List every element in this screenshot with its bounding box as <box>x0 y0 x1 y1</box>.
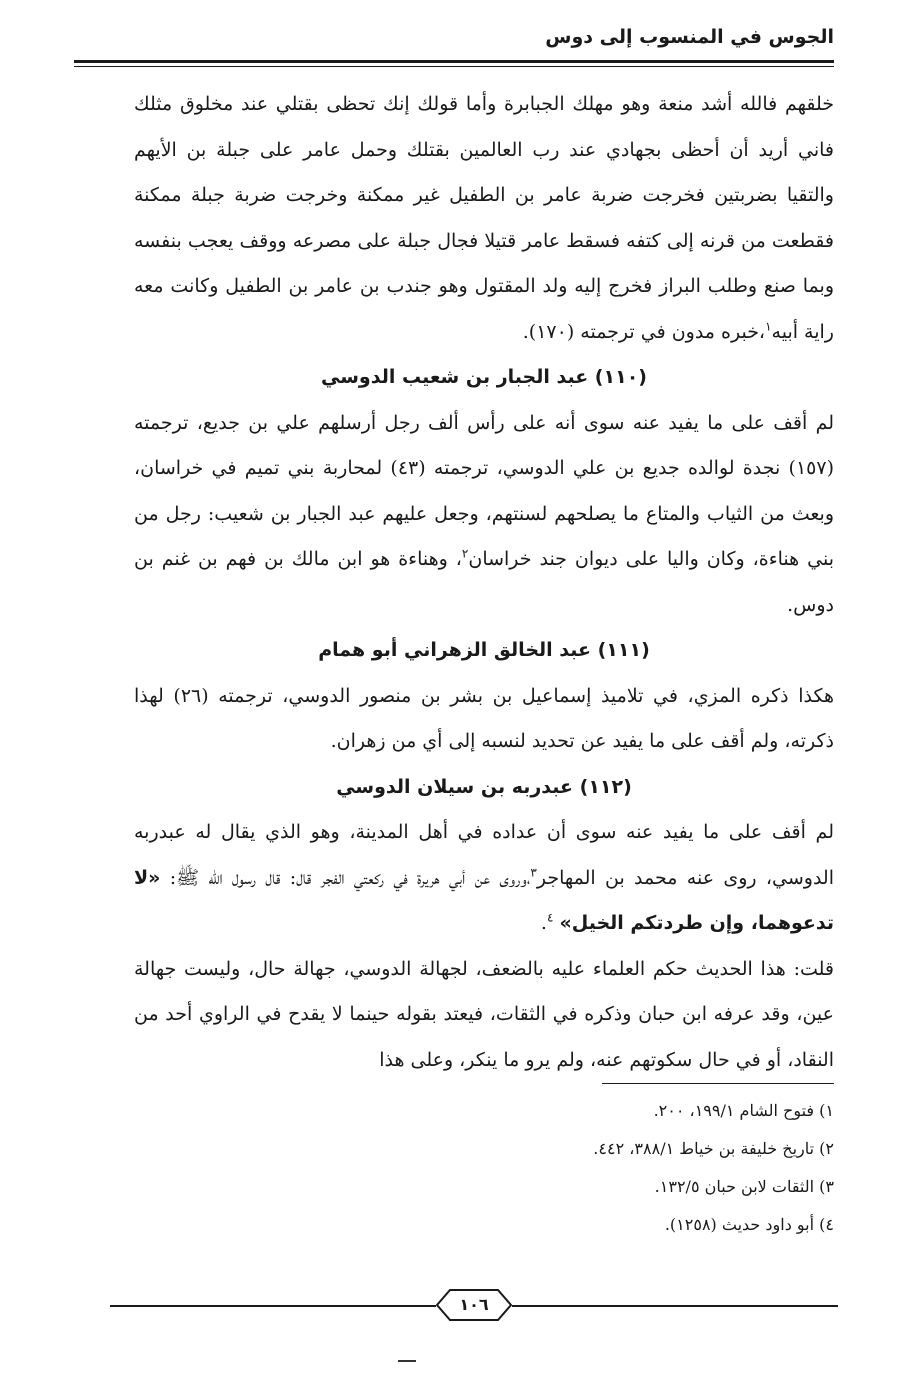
hadith-quote: «لا تدعوهما، وإن طردتكم الخيل» <box>134 866 834 934</box>
footnotes <box>134 1092 834 1244</box>
main-text <box>134 82 834 1083</box>
entry-112-text-mid: ،وروى عن أبي هريرة في ركعتي الفجر قال: قال رسول الله ﷺ: <box>160 866 531 889</box>
header-rule-thin <box>74 66 834 67</box>
footnote-separator <box>602 1083 834 1084</box>
entry-110-text-end: ، وهناءة هو ابن مالك بن فهم بن غنم بن دوس. <box>134 548 834 616</box>
page-number-badge <box>436 1289 512 1321</box>
footnote-ref-4: ٤ <box>546 910 554 925</box>
entry-heading-112: (١١٢) عبدربه بن سيلان الدوسي <box>336 775 632 798</box>
intro-paragraph <box>134 82 834 355</box>
footnote-ref-1: ١ <box>765 319 772 334</box>
header-rule <box>74 60 834 63</box>
entry-110-text: لم أقف على ما يفيد عنه سوى أنه على رأس ألف رجل أرسلهم علي بن جديع، ترجمته (١٥٧) نجدة لوالده جديع بن علي الدوسي، ترجمته (٤٣) لمحاربة بني تميم في خراسان، وبعث من الثياب والمتاع ما يصلحهم لسنتهم، وجعل عليهم عبد الجبار بن شعيب: رجل من بني هناءة، وكان واليا على ديوان جند خراسان <box>134 411 834 570</box>
bottom-mark <box>398 1360 416 1362</box>
footnote-1: ١) فتوح الشام ١٩٩/١، ٢٠٠. <box>653 1101 834 1120</box>
footnote-ref-3: ٣ <box>530 865 537 880</box>
page-number: ١٠٦ <box>459 1295 489 1314</box>
entry-heading-111: (١١١) عبد الخالق الزهراني أبو همام <box>318 639 650 661</box>
footer-rule-right <box>512 1305 838 1307</box>
footnote-2: ٢) تاريخ خليفة بن خياط ٣٨٨/١، ٤٤٢. <box>593 1139 834 1158</box>
comment-paragraph: قلت: هذا الحديث حكم العلماء عليه بالضعف، لجهالة الدوسي، جهالة حال، وليست جهالة عين، وقد عرفه ابن حبان وذكره في الثقات، فيعتد بقوله حينما لا يقدح في الراوي أحد من النقاد، أو في حال سكوتهم عنه، ولم يرو ما ينكر، وعلى هذا <box>134 957 834 1071</box>
footnote-3: ٣) الثقات لابن حبان ١٣٢/٥. <box>654 1177 834 1196</box>
entry-112-text: لم أقف على ما يفيد عنه سوى أن عداده في أهل المدينة، وهو الذي يقال له عبدربه الدوسي، روى عنه محمد بن المهاجر <box>134 821 835 889</box>
footnote-ref-2: ٢ <box>461 546 469 561</box>
intro-text: خلقهم فالله أشد منعة وهو مهلك الجبابرة وأما قولك إنك تحظى بقتلي عند مخلوق مثلك فاني أريد أن أحظى بجهادي عند رب العالمين بقتلك وحمل عامر على جبلة بن الأيهم والتقيا بضربتين فخرجت ضربة عامر بن الطفيل غير ممكنة وخرجت ضربة جبلة ممكنة فقطعت من قرنه إلى كتفه فسقط عامر قتيلا فجال جبلة على مصرعه ووقف يعجب بنفسه وبما صنع وطلب البراز فخرج إليه ولد المقتول وهو جندب بن عامر بن الطفيل وكانت معه راية أبيه <box>134 93 834 343</box>
entry-paragraph-110 <box>134 401 834 629</box>
entry-112-text-end: . <box>540 912 547 934</box>
footer-rule-left <box>110 1305 436 1307</box>
intro-text-end: ،خبره مدون في ترجمته (١٧٠). <box>522 320 766 343</box>
entry-paragraph-112 <box>134 810 834 947</box>
entry-heading-110: (١١٠) عبد الجبار بن شعيب الدوسي <box>321 366 647 388</box>
entry-paragraph-111: هكذا ذكره المزي، في تلاميذ إسماعيل بن بشر بن منصور الدوسي، ترجمته (٢٦) لهذا ذكرته، ولم أقف على ما يفيد عن تحديد لنسبه إلى أي من زهران. <box>134 684 834 752</box>
running-title: الجوس في المنسوب إلى دوس <box>545 26 834 48</box>
footnote-4: ٤) أبو داود حديث (١٢٥٨). <box>664 1215 834 1234</box>
running-header <box>74 22 834 62</box>
